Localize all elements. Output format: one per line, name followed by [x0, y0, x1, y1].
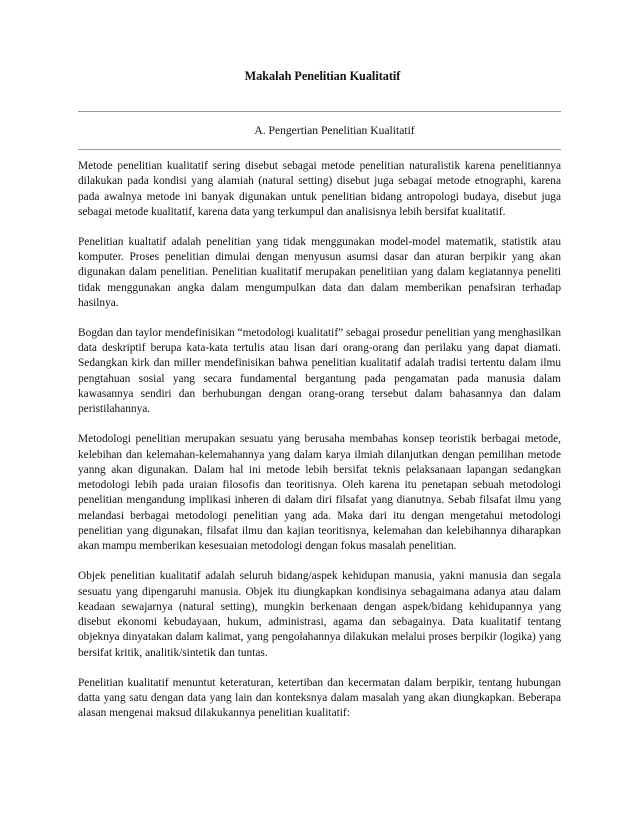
section-heading: A. Pengertian Penelitian Kualitatif: [254, 124, 415, 137]
paragraph-5: Objek penelitian kualitatif adalah seluruh bidang/aspek kehidupan manusia, yakni manusia dan segala sesuatu yang dipengaruhi manusia. Objek itu diungkapkan kondisinya sebagaimana adanya atau dalam keadaan sewajarnya (natural setting), mungkin berkenaan dengan aspek/bidang kehidupannya yang disebut ekonomi kebudayaan, hukum, administrasi, agama dan sebagainya. Data kualitatif tentang objeknya dinyatakan dalam kalimat, yang pengolahannya dilakukan melalui proses berpikir (logika) yang bersifat kritik, analitik/sintetik dan tuntas.: [78, 570, 561, 659]
document-body: [78, 159, 561, 721]
document-page: [78, 68, 561, 736]
paragraph-6: Penelitian kualitatif menuntut keteraturan, ketertiban dan kecermatan dalam berpikir, tentang hubungan datta yang satu dengan data yang lain dan konteksnya dalam masalah yang akan diungkapkan. Beberapa alasan mengenai maksud dilakukannya penelitian kualitatif:: [78, 676, 561, 720]
bottom-divider: [78, 149, 561, 150]
paragraph-2: Penelitian kualtatif adalah penelitian yang tidak menggunakan model-model matematik, statistik atau komputer. Proses penelitian dimulai dengan menyusun asumsi dasar dan aturan berpikir yang akan digunakan dalam penelitian. Penelitian kualitatif merupakan penelitiian yang dalam kegiatannya peneliti tidak menggunakan angka dalam mengumpulkan data dan dalam memberikan penafsiran terhadap hasilnya.: [78, 235, 561, 309]
paragraph-4: Metodologi penelitian merupakan sesuatu yang berusaha membahas konsep teoristik berbagai metode, kelebihan dan kelemahan-kelemahannya yang dalam karya ilmiah dilanjutkan dengan pemilihan metode yanng akan digunakan. Dalam hal ini metode lebih bersifat teknis pelaksanaan lapangan sedangkan metodologi lebih pada uraian filosofis dan teoritisnya. Oleh karena itu penetapan sebuah metodologi penelitian mengandung implikasi inheren di dalam diri filsafat yang dianutnya. Sebab filsafat ilmu yang melandasi berbagai metodologi penelitian yang ada. Maka dari itu dengan mengetahui metodologi penelitian yang digunakan, filsafat ilmu dan kajian teoritisnya, kelemahan dan kelebihannya diharapkan akan mampu memberikan kesesuaian metodologi dengan fokus masalah penelitian.: [78, 433, 561, 553]
top-divider: [78, 111, 561, 112]
paragraph-1: Metode penelitian kualitatif sering disebut sebagai metode penelitian naturalistik karena penelitiannya dilakukan pada kondisi yang alamiah (natural setting) disebut juga sebagai metode etnographi, karena pada awalnya metode ini banyak digunakan untuk penelitian bidang antropologi budaya, disebut juga sebagai metode kualitatif, karena data yang terkumpul dan analisisnya lebih bersifat kualitatif.: [78, 160, 561, 218]
paragraph-3: Bogdan dan taylor mendefinisikan “metodologi kualitatif” sebagai prosedur penelitian yang menghasilkan data deskriptif berupa kata-kata tertulis atau lisan dari orang-orang dan perilaku yang dapat diamati. Sedangkan kirk dan miller mendefinisikan bahwa penelitian kualitatif adalah tradisi tertentu dalam ilmu pengtahuan sosial yang secara fundamental bergantung pada pengamatan pada manusia dalam kawasannya sendiri dan berhubungan dengan orang-orang tersebut dalam bahasannya dan dalam peristilahannya.: [78, 326, 561, 416]
document-title: Makalah Penelitian Kualitatif: [244, 69, 401, 83]
